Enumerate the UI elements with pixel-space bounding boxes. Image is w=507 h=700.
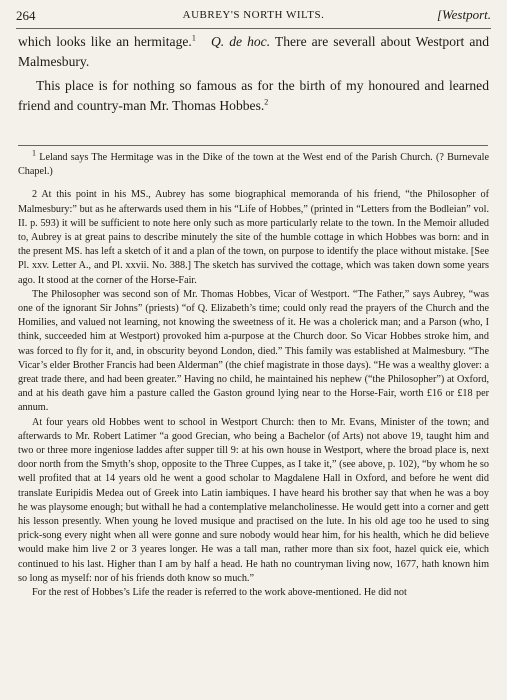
footnote-rule xyxy=(18,145,488,146)
p1-text: which looks like an hermitage. xyxy=(18,34,192,49)
footnote-2-para-1: 2 At this point in his MS., Aubrey has some biographical memoranda of his friend, “the Philosopher of Malmesbury:” but as he afterwards used them in his “Life of Hobbes,” (printed in “Letters from the Bodleian” vol. II. p. 593) it will be sufficient to note here only such as more particularly relate to the town. In the Memoir alluded to, Aubrey is at great pains to describe minutely the site of the humble cottage in which Hobbes was born: and in the present MS. has left a sketch of it and a plan of the town, on purpose to identify the place without mistake. [See Pl. xxv. Letter A., and Pl. xxvii. No. 388.] The sketch has survived the cottage, which was taken down some years ago. It stood at the corner of the Horse-Fair. xyxy=(18,189,489,286)
footnote-1-text: Leland says The Hermitage was in the Dike of the town at the West end of the Parish Church. (? Burnevale Chapel.) xyxy=(18,152,489,178)
footnote-2-para-3: At four years old Hobbes went to school in Westport Church: then to Mr. Evans, Minister of the town; and afterwards to Mr. Robert Latimer “a good Grecian, who being a Bachelor (of Arts) not above 19, taught him and two or three more ingeniose laddes after supper till 9: at his own house in Westport, where the broad place is, next door north from the Smyth’s shop, opposite to the Three Cuppes, as I take it,” (see above, p. 102), “by whom he so well profited that at 14 years old he went a good scholar to Magdalene Hall in Oxford, and before he went did translate Euripidis Medea out of Greek into Latin iambiques. I have heard his brother say that when he was a boy he was playsome enough; but withall he had a contemplative melancholinesse. He would gett into a corner and gett his lesson presently. When young he loved musique and practised on the lute. In his old age too he used to sing prick-song every night when all were gonne and sure nobody would hear him, for his health, which he did believe would make him live 2 or 3 yeares longer. He was a tall man, rather more than six foot, hazel quick eie, which continued to his last. Higher than I am by half a head. He hath no countryman living now, 1677, hath known him so long as myself: nor of his friends doth know so much.” xyxy=(18,416,489,584)
main-paragraph-1 xyxy=(18,32,489,72)
footnote-1 xyxy=(18,148,489,179)
footnote-ref-1[interactable]: 1 xyxy=(191,33,196,43)
p2-text: This place is for nothing so famous as for the birth of my honoured and learned friend and country-man Mr. Thomas Hobbes. xyxy=(18,78,489,113)
footnote-2-para-4: For the rest of Hobbes’s Life the reader is referred to the work above-mentioned. He did not xyxy=(32,587,407,599)
p1-rest: There are severall about Westport and Malmesbury. xyxy=(18,34,489,69)
footnote-ref-2[interactable]: 2 xyxy=(264,97,269,107)
q-de-hoc: Q. de hoc. xyxy=(210,34,271,49)
page-number: 264 xyxy=(16,8,36,23)
footnotes xyxy=(18,148,489,600)
footnote-2-para-2: The Philosopher was second son of Mr. Thomas Hobbes, Vicar of Westport. “The Father,” says Aubrey, “was one of the ignorant Sir Johns” (priests) “of Q. Elizabeth’s time; could only read the prayers of the Church and the Homilies, and valued not learning, not knowing the sweetness of it. He was a cholerick man; and a Parson (who, I think, succeeded him at Westport) provoked him a-purpose at the Church door. So Vicar Hobbes stroke him, and was forced to fly for it, and, in obscurity beyond London, died.” This family was established at Malmesbury. “The Vicar’s elder Brother Francis had been Alderman” (the chief magistrate in those days). “He was a wealthy glover: a great trade there, and had been greater.” Having no child, he maintained his nephew (“the Philosopher”) at Oxford, and at his death gave him a pasture called the Gaston ground lying near to the Horse-Fair, worth £16 or £18 per annum. xyxy=(18,288,489,414)
footnote-1-mark: 1 xyxy=(32,148,36,158)
page-header xyxy=(16,6,491,29)
main-text xyxy=(18,32,489,116)
main-paragraph-2 xyxy=(18,76,489,116)
running-title: AUBREY'S NORTH WILTS. xyxy=(182,9,325,21)
section-label: [Westport. xyxy=(436,7,491,22)
